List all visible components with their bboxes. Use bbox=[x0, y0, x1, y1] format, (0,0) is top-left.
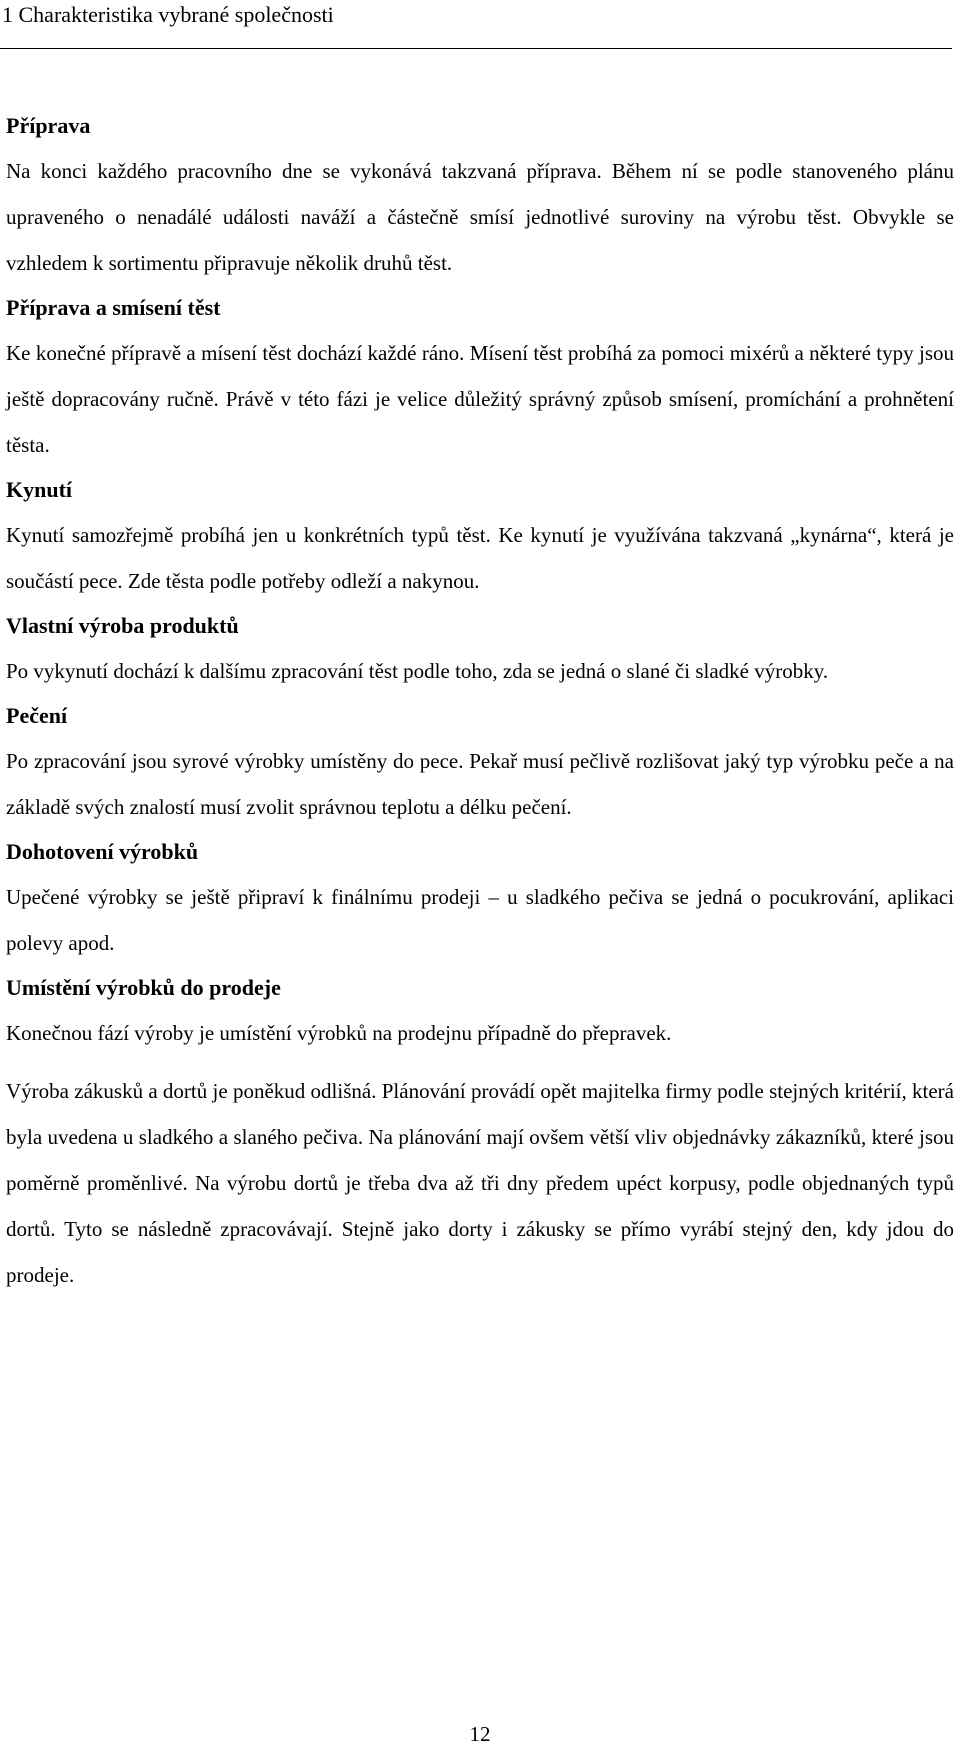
section-heading: Příprava bbox=[6, 113, 91, 138]
section-dohotoveni bbox=[6, 830, 954, 966]
section-peceni bbox=[6, 694, 954, 830]
section-paragraph: Ke konečné přípravě a mísení těst dochází každé ráno. Mísení těst probíhá za pomoci mixérů a některé typy jsou ještě dopracovány ručně. Právě v této fázi je velice důležitý správný způsob smísení, promíchání a prohnětení těsta. bbox=[6, 341, 954, 457]
page-number: 12 bbox=[469, 1722, 491, 1746]
running-header bbox=[0, 0, 952, 49]
section-kynuti bbox=[6, 468, 954, 604]
section-priprava bbox=[6, 104, 954, 286]
section-vlastni-vyroba bbox=[6, 604, 954, 694]
section-heading: Příprava a smísení těst bbox=[6, 295, 221, 320]
document-body bbox=[6, 104, 954, 1298]
section-paragraph: Kynutí samozřejmě probíhá jen u konkrétních typů těst. Ke kynutí je využívána takzvaná „kynárna“, která je součástí pece. Zde těsta podle potřeby odleží a nakynou. bbox=[6, 523, 954, 593]
paragraph-gap bbox=[6, 1056, 954, 1068]
section-paragraph: Na konci každého pracovního dne se vykonává takzvaná příprava. Během ní se podle stanoveného plánu upraveného o nenadálé události naváží a částečně smísí jednotlivé suroviny na výrobu těst. Obvykle se vzhledem k sortimentu připravuje několik druhů těst. bbox=[6, 159, 954, 275]
section-heading: Dohotovení výrobků bbox=[6, 839, 199, 864]
section-umisteni bbox=[6, 966, 954, 1056]
section-paragraph: Po zpracování jsou syrové výrobky umístěny do pece. Pekař musí pečlivě rozlišovat jaký typ výrobku peče a na základě svých znalostí musí zvolit správnou teplotu a délku pečení. bbox=[6, 749, 954, 819]
section-heading: Kynutí bbox=[6, 477, 73, 502]
chapter-title: 1 Charakteristika vybrané společnosti bbox=[2, 2, 334, 27]
closing-paragraph: Výroba zákusků a dortů je poněkud odlišná. Plánování provádí opět majitelka firmy podle stejných kritérií, která byla uvedena u sladkého a slaného pečiva. Na plánování mají ovšem větší vliv objednávky zákazníků, které jsou poměrně proměnlivé. Na výrobu dortů je třeba dva až tři dny předem upéct korpusy, podle objednaných typů dortů. Tyto se následně zpracovávají. Stejně jako dorty i zákusky se přímo vyrábí stejný den, kdy jdou do prodeje. bbox=[6, 1079, 954, 1287]
section-paragraph: Konečnou fází výroby je umístění výrobků na prodejnu případně do přepravek. bbox=[6, 1021, 672, 1045]
section-heading: Umístění výrobků do prodeje bbox=[6, 975, 281, 1000]
section-paragraph: Po vykynutí dochází k dalšímu zpracování těst podle toho, zda se jedná o slané či sladké výrobky. bbox=[6, 659, 829, 683]
section-priprava-smiseni bbox=[6, 286, 954, 468]
section-heading: Pečení bbox=[6, 703, 68, 728]
section-heading: Vlastní výroba produktů bbox=[6, 613, 239, 638]
section-paragraph: Upečené výrobky se ještě připraví k finálnímu prodeji – u sladkého pečiva se jedná o pocukrování, aplikaci polevy apod. bbox=[6, 885, 954, 955]
